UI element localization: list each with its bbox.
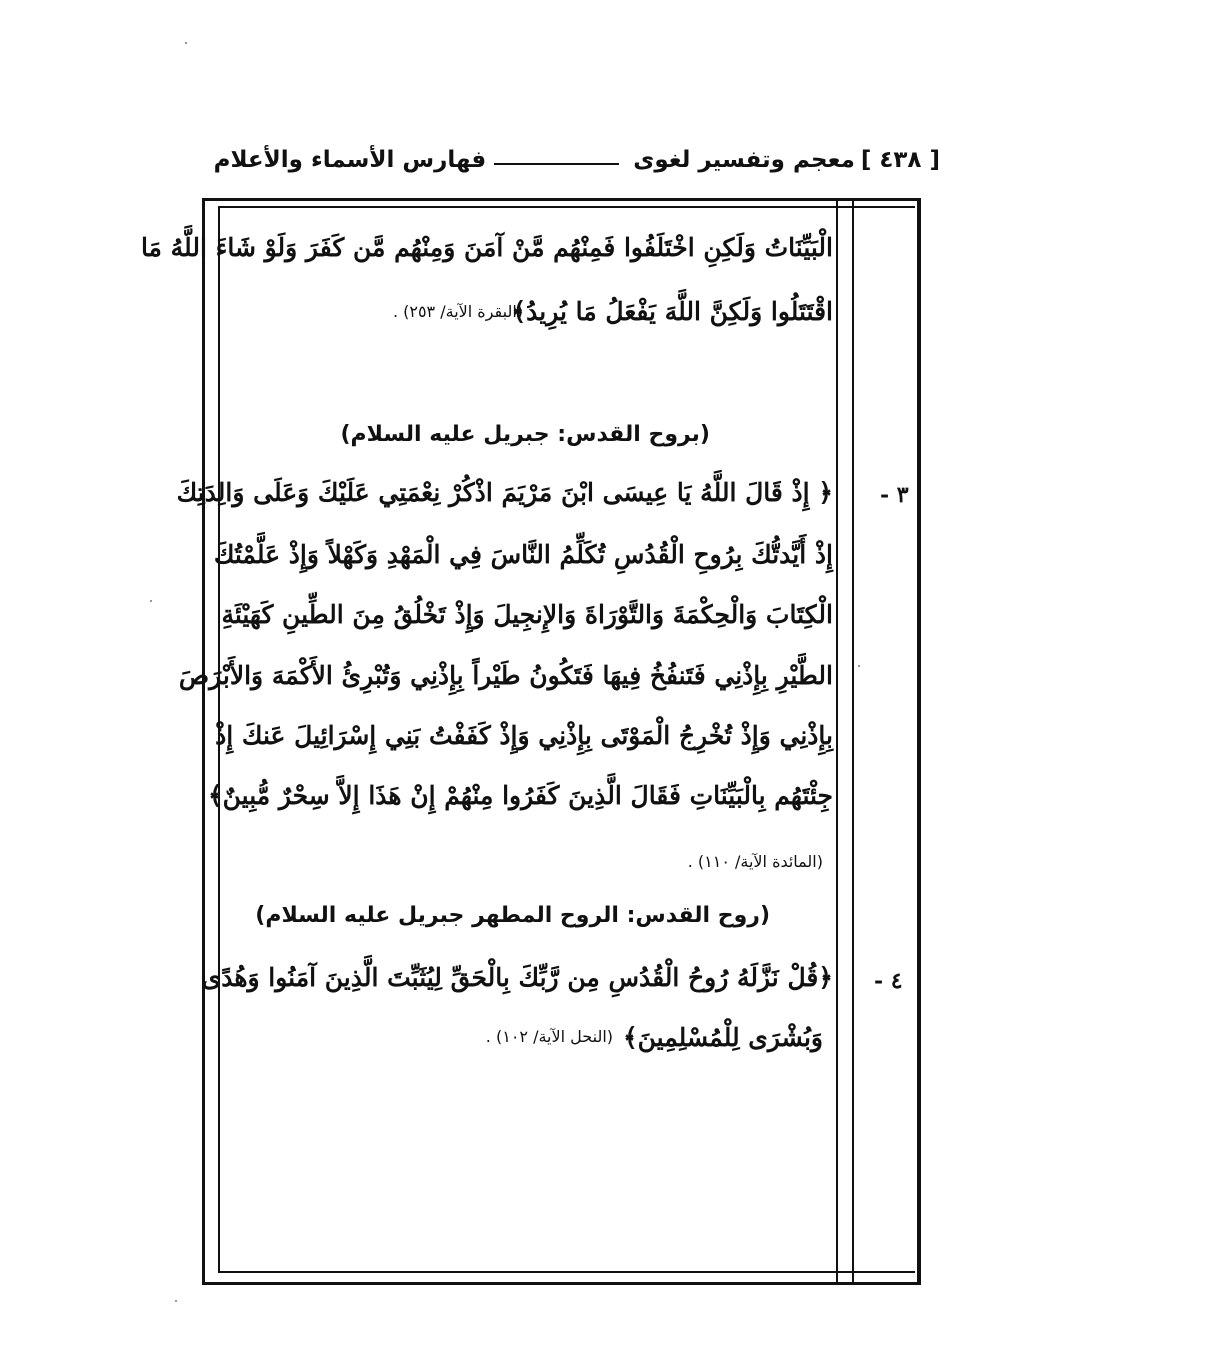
header-page-number: [ ٤٣٨ ] — [860, 147, 940, 173]
frame-inner-top-rule — [218, 206, 915, 208]
entry-heading: (بروح القدس: جبريل عليه السلام) — [340, 422, 710, 447]
entry-heading: (روح القدس: الروح المطهر جبريل عليه السلام) — [255, 903, 770, 928]
verse-line: إِذْ أَيَّدتُّكَ بِرُوحِ الْقُدُسِ تُكَلِّمُ النَّاسَ فِي الْمَهْدِ وَكَهْلاً وَإِذْ عَلَّمْتُكَ — [213, 540, 833, 569]
verse-line: ﴿ إِذْ قَالَ اللَّهُ يَا عِيسَى ابْنَ مَرْيَمَ اذْكُرْ نِعْمَتِي عَلَيْكَ وَعَلَى وَالِدَتِكَ — [176, 478, 833, 507]
scan-speck — [858, 665, 860, 667]
header-book-title: معجم وتفسير لغوى — [633, 147, 855, 173]
frame-inner-bottom-rule — [218, 1271, 915, 1273]
verse-line: ﴿قُلْ نَزَّلَهُ رُوحُ الْقُدُسِ مِن رَّبِّكَ بِالْحَقِّ لِيُثَبِّتَ الَّذِينَ آمَنُوا وَهُدًى — [201, 963, 833, 992]
verse-line: وَبُشْرَى لِلْمُسْلِمِينَ﴾ — [623, 1023, 823, 1052]
page-header — [215, 140, 940, 180]
scan-speck — [175, 1300, 177, 1302]
entry-number: ٣ - — [880, 482, 909, 508]
verse-reference: (النحل الآية/ ١٠٢) . — [485, 1027, 613, 1046]
verse-line: الْكِتَابَ وَالْحِكْمَةَ وَالتَّوْرَاةَ وَالإِنجِيلَ وَإِذْ تَخْلُقُ مِنَ الطِّينِ كَهَيْئَةِ — [221, 600, 833, 629]
number-column-divider-inner — [852, 198, 854, 1285]
verse-line: الطَّيْرِ بِإِذْنِي فَتَنفُخُ فِيهَا فَتَكُونُ طَيْراً بِإِذْنِي وَتُبْرِئُ الأَكْمَهَ وَالأَبْرَصَ — [178, 661, 833, 690]
verse-line: جِئْتَهُم بِالْبَيِّنَاتِ فَقَالَ الَّذِينَ كَفَرُوا مِنْهُمْ إِنْ هَذَا إِلاَّ سِحْرٌ مُّبِينٌ﴾ — [207, 781, 833, 810]
scan-speck — [185, 42, 187, 44]
verse-reference: (البقرة الآية/ ٢٥٣) . — [392, 302, 523, 321]
verse-line: الْبَيِّنَاتُ وَلَكِنِ اخْتَلَفُوا فَمِنْهُم مَّنْ آمَنَ وَمِنْهُم مَّن كَفَرَ وَلَوْ شَاءَ اللَّهُ مَا — [140, 233, 833, 262]
header-section-title: فهارس الأسماء والأعلام — [213, 147, 487, 173]
number-column-divider — [836, 198, 838, 1285]
entry-number: ٤ - — [874, 968, 903, 994]
verse-reference: (المائدة الآية/ ١١٠) . — [687, 852, 823, 871]
scan-speck — [150, 600, 152, 602]
header-rule — [494, 163, 619, 165]
verse-line: بِإِذْنِي وَإِذْ تُخْرِجُ الْمَوْتَى بِإِذْنِي وَإِذْ كَفَفْتُ بَنِي إِسْرَائِيلَ عَنكَ إِذْ — [215, 721, 833, 750]
verse-line: اقْتَتَلُوا وَلَكِنَّ اللَّهَ يَفْعَلُ مَا يُرِيدُ﴾ — [511, 297, 833, 326]
